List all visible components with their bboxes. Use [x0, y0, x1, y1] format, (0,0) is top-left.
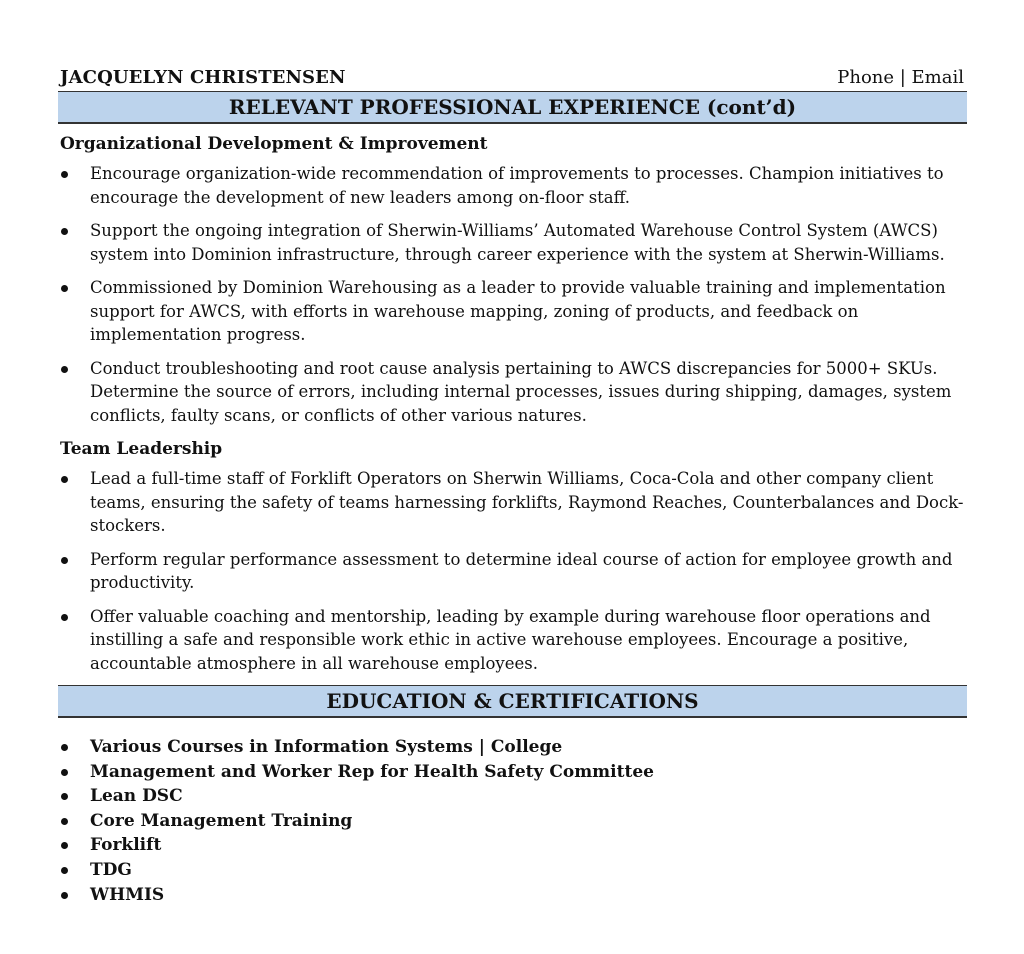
resume-page	[60, 58, 966, 907]
education-item-text: Management and Worker Rep for Health Safety Committee	[90, 761, 654, 782]
bullet-icon	[61, 892, 68, 899]
education-item-text: Forklift	[90, 835, 162, 856]
education-item	[60, 883, 966, 908]
education-section-title: EDUCATION & CERTIFICATIONS	[58, 685, 967, 718]
bullet-icon	[61, 842, 68, 849]
education-item-text: TDG	[90, 859, 132, 880]
bullet-icon	[61, 818, 68, 825]
experience-bullet	[60, 548, 966, 595]
education-item	[60, 809, 966, 834]
bullet-icon	[61, 867, 68, 874]
experience-section-title: RELEVANT PROFESSIONAL EXPERIENCE (cont’d)	[58, 91, 967, 124]
bullet-text: Lead a full-time staff of Forklift Operators on Sherwin Williams, Coca-Cola and other company client teams, ensuring the safety of teams harnessing forklifts, Raymond Reaches, Counterbalances and Dock-stockers.	[90, 469, 964, 535]
bullet-icon	[61, 476, 68, 483]
education-item	[60, 735, 966, 760]
experience-bullet	[60, 162, 966, 209]
education-item	[60, 784, 966, 809]
education-item	[60, 760, 966, 785]
contact-info: Phone | Email	[837, 67, 964, 88]
candidate-name: JACQUELYN CHRISTENSEN	[60, 67, 346, 88]
bullet-icon	[61, 744, 68, 751]
bullet-text: Support the ongoing integration of Sherwin-Williams’ Automated Warehouse Control System (AWCS) system into Dominion infrastructure, through career experience with the system at Sherwin-Williams.	[90, 221, 945, 264]
education-item-text: Core Management Training	[90, 810, 353, 831]
experience-subheading-org-development: Organizational Development & Improvement	[60, 134, 488, 154]
bullet-text: Commissioned by Dominion Warehousing as a leader to provide valuable training and implementation support for AWCS, with efforts in warehouse mapping, zoning of products, and feedback on implementation progress.	[90, 278, 946, 344]
experience-bullet	[60, 605, 966, 676]
bullet-icon	[61, 285, 68, 292]
experience-bullet	[60, 219, 966, 266]
bullet-text: Perform regular performance assessment to determine ideal course of action for employee growth and productivity.	[90, 549, 953, 592]
team-leadership-bullet-list	[60, 467, 966, 675]
bullet-icon	[61, 769, 68, 776]
education-item	[60, 858, 966, 883]
bullet-icon	[61, 171, 68, 178]
experience-bullet	[60, 357, 966, 428]
bullet-icon	[61, 614, 68, 621]
education-item-text: Various Courses in Information Systems | College	[90, 737, 563, 757]
org-development-bullet-list	[60, 162, 966, 427]
bullet-text: Offer valuable coaching and mentorship, leading by example during warehouse floor operations and instilling a safe and responsible work ethic in active warehouse employees. Encourage a positive, accountable atmosphere in all warehouse employees.	[90, 606, 931, 673]
bullet-icon	[61, 793, 68, 800]
bullet-icon	[61, 557, 68, 564]
experience-bullet	[60, 276, 966, 347]
education-item	[60, 833, 966, 858]
education-list	[60, 735, 966, 907]
bullet-text: Encourage organization-wide recommendation of improvements to processes. Champion initiatives to encourage the development of new leaders among on-floor staff.	[90, 164, 944, 207]
resume-header	[60, 58, 966, 88]
education-item-text: Lean DSC	[90, 786, 183, 807]
bullet-icon	[61, 366, 68, 373]
experience-subheading-team-leadership: Team Leadership	[60, 439, 223, 459]
education-item-text: WHMIS	[90, 884, 165, 905]
experience-bullet	[60, 467, 966, 538]
bullet-text: Conduct troubleshooting and root cause analysis pertaining to AWCS discrepancies for 5000+ SKUs. Determine the source of errors, including internal processes, issues during shipping, damages, system conflicts, faulty scans, or conflicts of other various natures.	[90, 358, 952, 425]
bullet-icon	[61, 228, 68, 235]
